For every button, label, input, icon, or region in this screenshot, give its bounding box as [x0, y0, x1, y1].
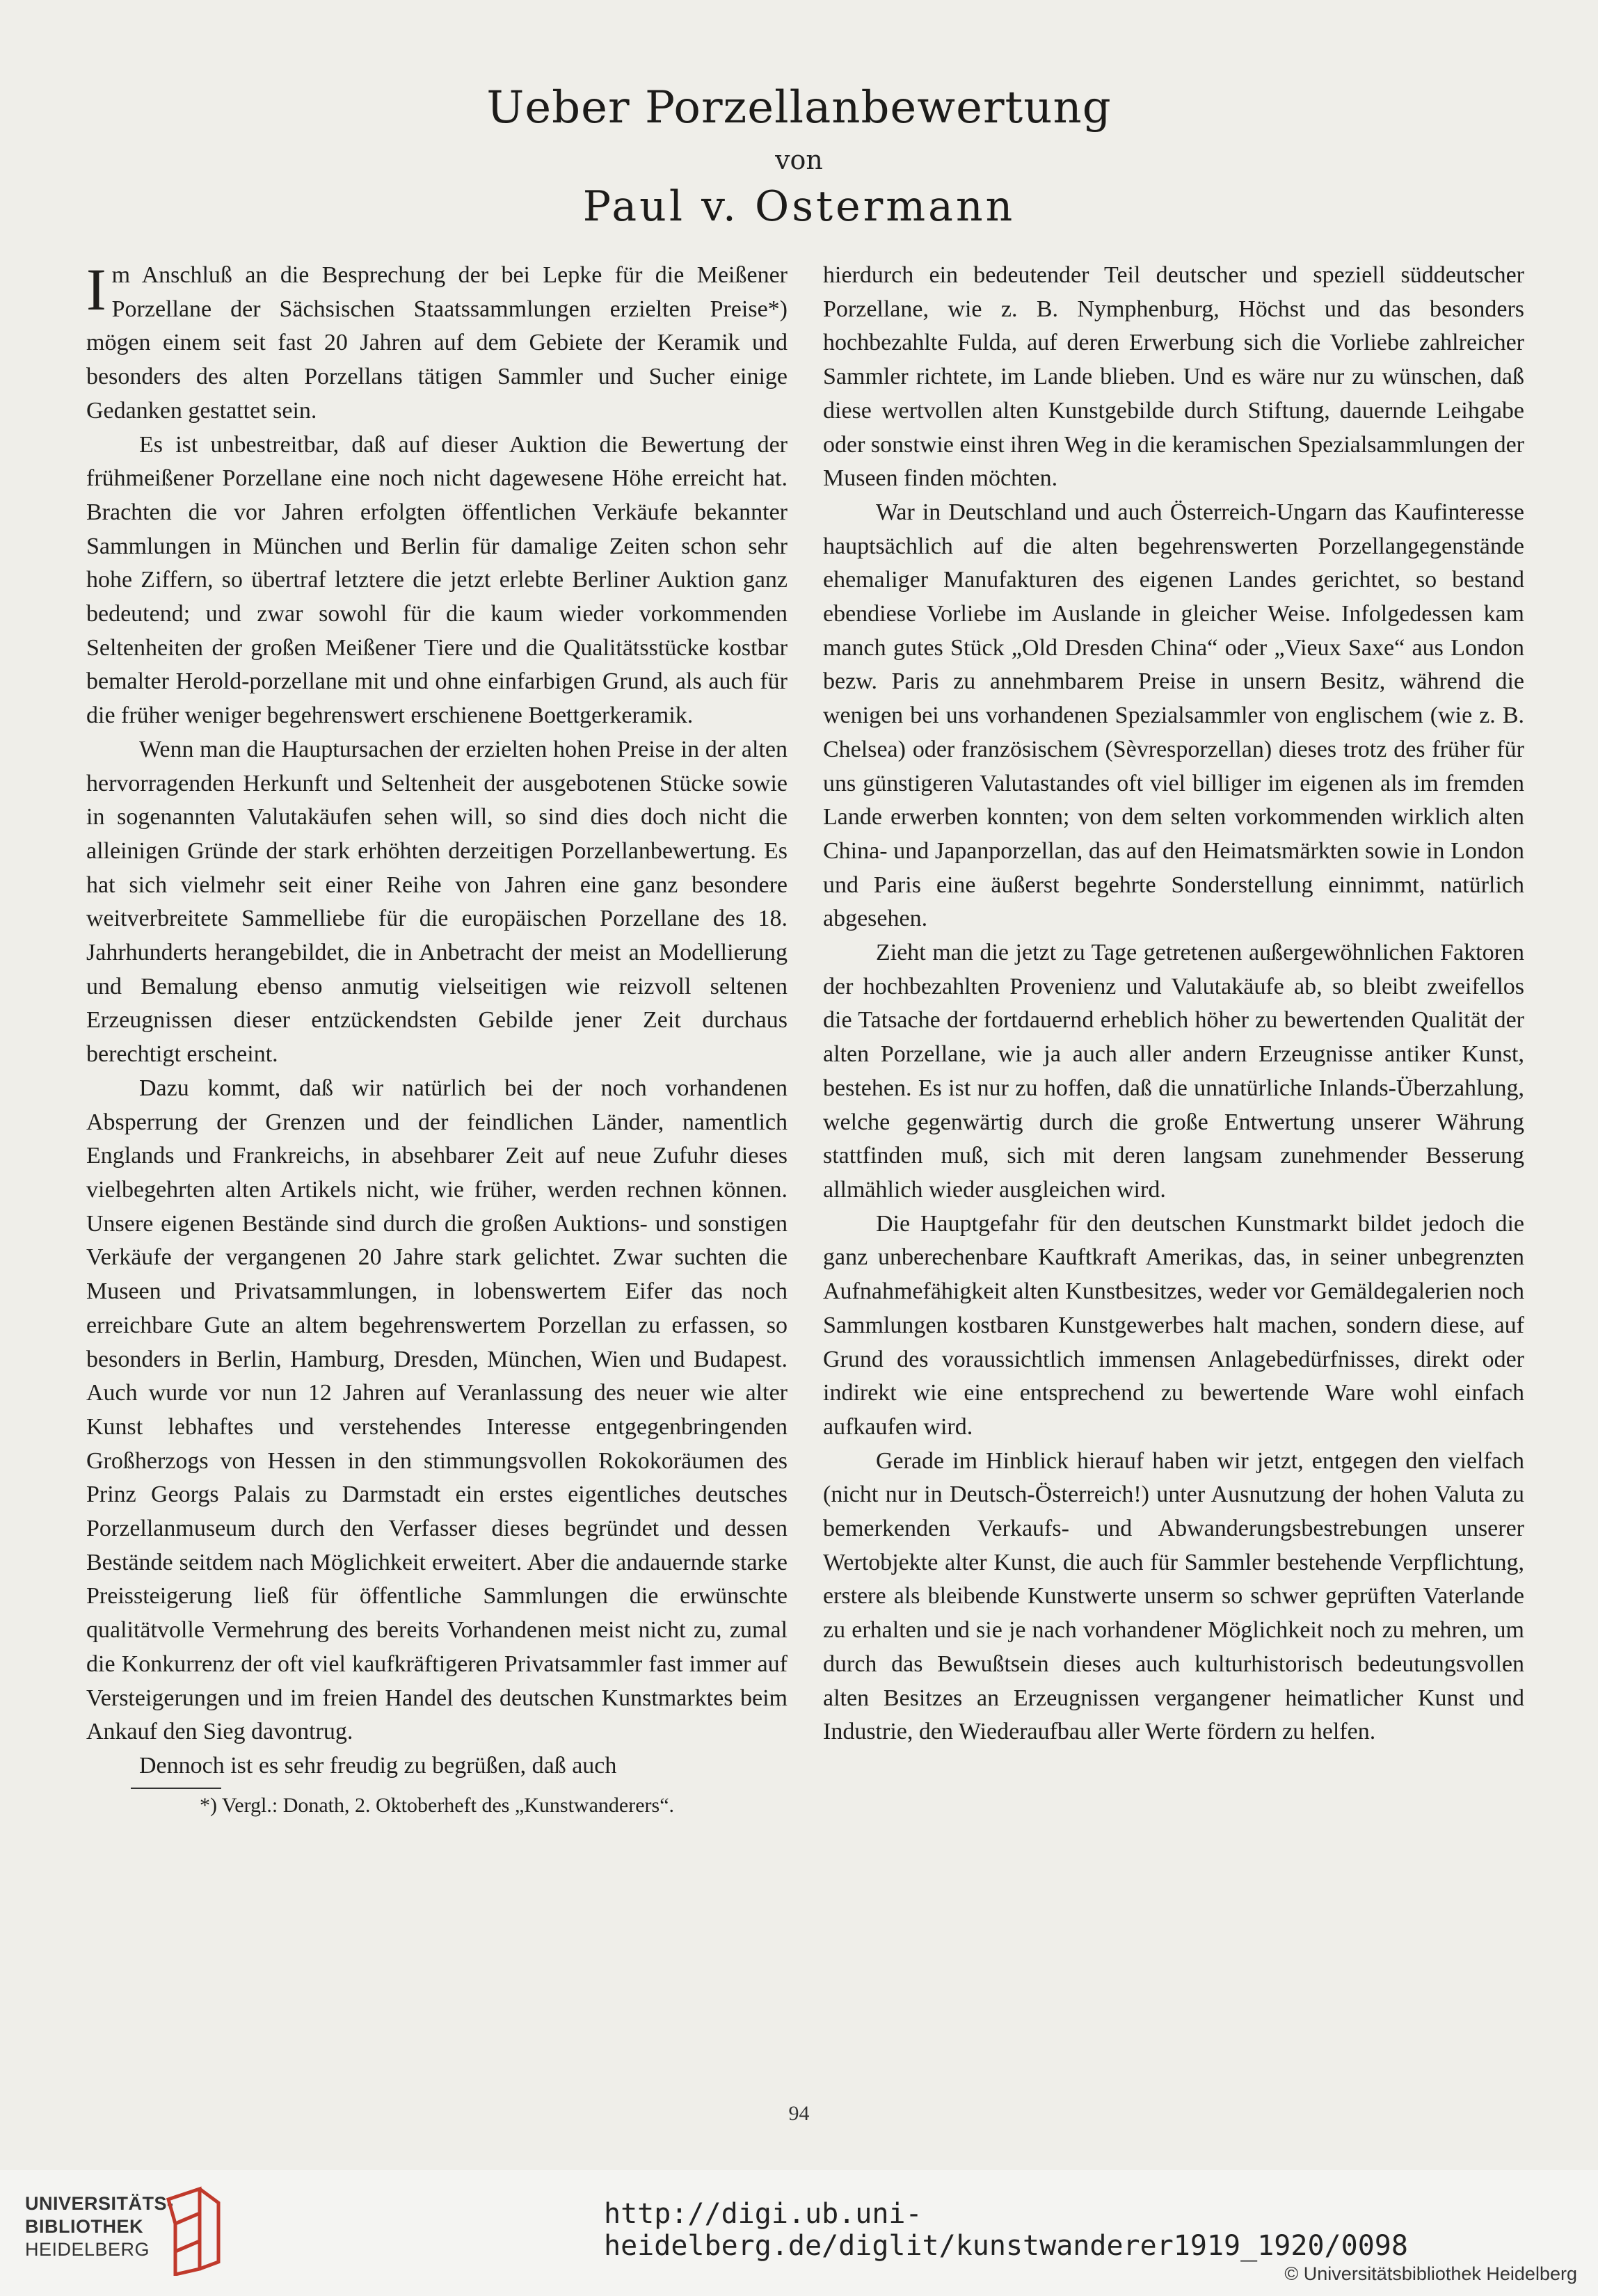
paragraph: Es ist unbestreitbar, daß auf dieser Auktion die Bewertung der frühmeißener Porzellane eine noch nicht dagewesene Höhe erreicht hat. Brachten die vor Jahren erfolgten öffentlichen Verkäufe bekannter Sammlungen in München und Berlin für damalige Zeiten schon sehr hohe Ziffern, so übertraf letztere die jetzt erlebte Berliner Auktion ganz bedeutend; und zwar sowohl für die kaum wieder vorkommenden Seltenheiten der großen Meißener Tiere und die Qualitätsstücke kostbar bemalter Herold-porzellane mit und ohne einfarbigen Grund, als auch für die früher weniger begehrenswert erschienene Boettgerkeramik.	[86, 431, 788, 729]
paragraph: Wenn man die Hauptursachen der erzielten hohen Preise in der alten hervorragenden Herkunft und Seltenheit der ausgebotenen Stücke sowie in sogenannten Valutakäufen sehen will, so sind dies doch nicht die alleinigen Gründe der stark erhöhten derzeitigen Porzellanbewertung. Es hat sich vielmehr seit einer Reihe von Jahren eine ganz besondere weitverbreitete Sammelliebe für die europäischen Porzellane des 18. Jahrhunderts herangebildet, die in Anbetracht der meist an Modellierung und Bemalung ebenso anmutig vielseitigen wie reizvoll seltenen Erzeugnissen dieser entzückendsten Gebilde jener Zeit durchaus berechtigt erscheint.	[86, 736, 788, 1068]
right-column	[823, 259, 1524, 1749]
library-logo-icon	[161, 2185, 224, 2276]
paragraph: Zieht man die jetzt zu Tage getretenen außergewöhnlichen Faktoren der hochbezahlten Provenienz und Valutakäufe ab, so bleibt zweifellos die Tatsache der fortdauernd erheblich höher zu bewertenden Qualität der alten Porzellane, wie ja auch aller andern Erzeugnisse antiker Kunst, bestehen. Es ist nur zu hoffen, daß die unnatürliche Inlands-Überzahlung, welche gegenwärtig durch die große Entwertung unserer Währung stattfinden muß, sich mit deren langsam zunehmender Besserung allmählich wieder ausgleichen wird.	[823, 940, 1524, 1203]
drop-cap: I	[86, 256, 106, 323]
permalink-url[interactable]: http://digi.ub.uni-heidelberg.de/diglit/kunstwanderer1919_1920/0098	[604, 2198, 1408, 2262]
library-logo-text: UNIVERSITÄTS- BIBLIOTHEK HEIDELBERG	[25, 2193, 174, 2260]
paragraph: Dazu kommt, daß wir natürlich bei der noch vorhandenen Absperrung der Grenzen und der feindlichen Länder, namentlich Englands und Frankreichs, in absehbarer Zeit auf neue Zufuhr dieses vielbegehrten alten Artikels nicht, wie früher, werden rechnen können. Unsere eigenen Bestände sind durch die großen Auktions- und sonstigen Verkäufe der vergangenen 20 Jahre stark gelichtet. Zwar suchten die Museen und Privatsammlungen, in lobenswertem Eifer das noch erreichbare Gute an altem begehrenswertem Porzellan zu erfassen, so besonders in Berlin, Hamburg, Dresden, München, Wien und Budapest. Auch wurde vor nun 12 Jahren auf Veranlassung des neuer wie alter Kunst lebhaftes und verstehendes Interesse entgegenbringenden Großherzogs von Hessen in den stimmungsvollen Rokokoräumen des Prinz Georgs Palais zu Darmstadt ein erstes eigentliches deutsches Porzellanmuseum durch den Verfasser dieses begründet und dessen Bestände seitdem nach Möglichkeit erweitert. Aber die andauernde starke Preissteigerung ließ für öffentliche Sammlungen die erwünschte qualitätvolle Vermehrung des bereits Vorhandenen meist nicht zu, zumal die Konkurrenz der oft viel kaufkräftigeren Privatsammler fast immer auf Versteigerungen und im freien Handel des deutschen Kunstmarktes beim Ankauf den Sieg davontrug.	[86, 1075, 788, 1745]
footnote-rule	[131, 1788, 221, 1789]
article-title: Ueber Porzellanbewertung	[486, 82, 1112, 134]
paragraph: War in Deutschland und auch Österreich-Ungarn das Kaufinteresse hauptsächlich auf die alten begehrenswerten Porzellangegenstände ehemaliger Manufakturen des eigenen Landes gerichtet, so bestand ebendiese Vorliebe im Auslande in gleicher Weise. Infolgedessen kam manch gutes Stück „Old Dresden China“ oder „Vieux Saxe“ aus London bezw. Paris zu annehmbarem Preise in unsern Besitz, während die wenigen bei uns vorhandenen Spezialsammler von englischem (wie z. B. Chelsea) oder französischem (Sèvresporzellan) dieses trotz des früher für uns günstigeren Valutastandes oft viel billiger im eigenen als im fremden Lande erwerben konnten; von dem selten vorkommenden wirklich alten China- und Japanporzellan, das auf den Heimatsmärkten sowie in London und Paris eine äußerst begehrte Sonderstellung einnimmt, natürlich abgesehen.	[823, 499, 1524, 932]
paragraph: Die Hauptgefahr für den deutschen Kunstmarkt bildet jedoch die ganz unberechenbare Kauftkraft Amerikas, das, in seiner unbegrenzten Aufnahmefähigkeit alten Kunstbesitzes, weder vor Gemäldegalerien noch Sammlungen kostbaren Kunstgewerbes halt machen, sondern diese, auf Grund des voraussichtlich immensen Anlagebedürfnisses, direkt oder indirekt wie eine entsprechend zu bewertende Ware wohl einfach aufkaufen wird.	[823, 1210, 1524, 1440]
paragraph: Gerade im Hinblick hierauf haben wir jetzt, entgegen den vielfach (nicht nur in Deutsch-Österreich!) unter Ausnutzung der hohen Valuta zu bemerkenden Verkaufs- und Abwanderungsbestrebungen unserer Wertobjekte alter Kunst, die auch für Sammler bestehende Verpflichtung, erstere als bleibende Kunstwerte unserm so schwer geprüften Vaterlande zu erhalten und sie je nach vorhandener Möglichkeit noch zu mehren, um durch das Bewußtsein dieses auch kulturhistorisch bedeutungsvollen alten Besitzes an Erzeugnissen vergangener heimatlicher Kunst und Industrie, den Wiederaufbau aller Werte fördern zu helfen.	[823, 1447, 1524, 1745]
paragraph: Im Anschluß an die Besprechung der bei Lepke für die Meißener Porzellane der Sächsischen Staatssammlungen erzielten Preise*) mögen einem seit fast 20 Jahren auf dem Gebiete der Keramik und besonders des alten Porzellans tätigen Sammler und Sucher einige Gedanken gestattet sein.	[86, 256, 788, 424]
footnote: *) Vergl.: Donath, 2. Oktoberheft des „Kunstwanderers“.	[199, 1793, 675, 1817]
page-number: 94	[788, 2102, 810, 2125]
paragraph: Dennoch ist es sehr freudig zu begrüßen, daß auch	[139, 1752, 617, 1779]
article-byline-von: von	[775, 145, 823, 175]
article-author: Paul v. Ostermann	[582, 182, 1016, 231]
paragraph: hierdurch ein bedeutender Teil deutscher und speziell süddeutscher Porzellane, wie z. B. Nymphenburg, Höchst und das besonders hochbezahlte Fulda, auf deren Erwerbung sich die Vorliebe zahlreicher Sammler richtete, im Lande blieben. Und es wäre nur zu wünschen, daß diese wertvollen alten Kunstgebilde durch Stiftung, dauernde Leihgabe oder sonstwie einst ihren Weg in die keramischen Spezialsammlungen der Museen finden möchten.	[823, 262, 1524, 492]
library-footer	[0, 2170, 1598, 2296]
left-column	[86, 256, 788, 1820]
copyright-notice: © Universitätsbibliothek Heidelberg	[1284, 2263, 1577, 2284]
